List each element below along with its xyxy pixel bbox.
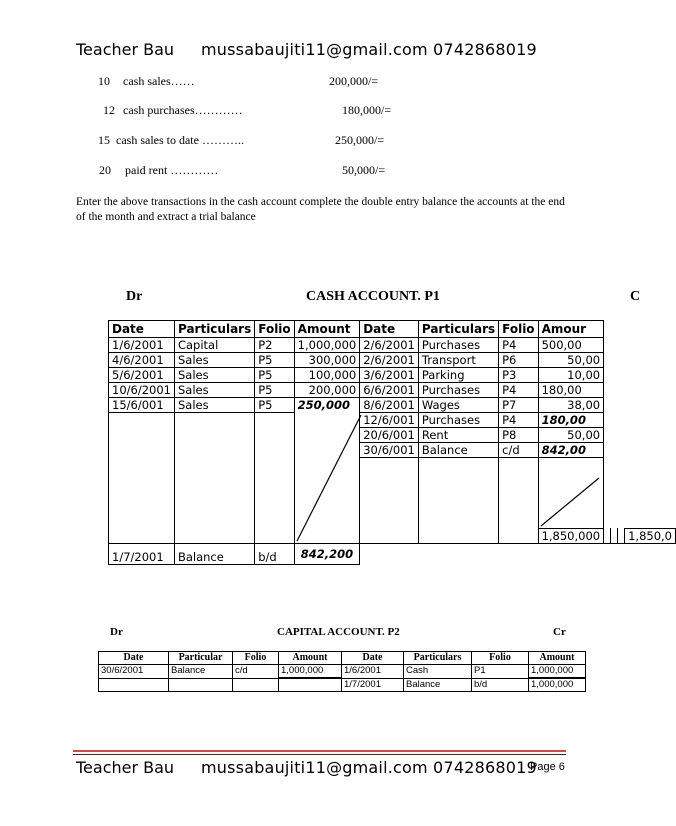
transaction-desc: cash purchases…………	[123, 103, 243, 117]
debit-date: 10/6/2001	[109, 383, 175, 398]
table-row	[109, 413, 676, 428]
credit-date: 30/6/001	[360, 443, 419, 458]
debit-amount: 1,000,000	[294, 338, 360, 353]
debit-particulars: Capital	[174, 338, 254, 353]
transaction-date: 15	[98, 133, 110, 147]
credit-amount: 50,00	[538, 353, 604, 368]
table-row	[109, 353, 676, 368]
credit-date: 1/7/2001	[342, 678, 404, 692]
closing-diagonal-line	[539, 458, 599, 528]
col-header: Folio	[233, 652, 279, 665]
credit-empty-cell	[418, 458, 498, 529]
credit-particulars: Purchases	[418, 383, 498, 398]
credit-particulars: Purchases	[418, 413, 498, 428]
debit-folio: P5	[255, 368, 294, 383]
credit-particulars: Wages	[418, 398, 498, 413]
table-row	[109, 398, 676, 413]
col-header: Particulars	[404, 652, 472, 665]
capital-account-table	[98, 651, 586, 692]
credit-empty-cell	[611, 528, 618, 543]
debit-empty-cell	[233, 678, 279, 692]
capital-account-title: CAPITAL ACCOUNT. P2	[277, 626, 400, 638]
table-row	[109, 338, 676, 353]
credit-particulars: Parking	[418, 368, 498, 383]
col-header: Particulars	[418, 321, 498, 338]
credit-empty-cell	[618, 528, 625, 543]
credit-date: 1/6/2001	[342, 665, 404, 679]
capital-cr-label: Cr	[553, 626, 566, 638]
credit-amount: 500,00	[538, 338, 604, 353]
debit-empty-cell	[169, 678, 233, 692]
transaction-date: 12	[103, 103, 115, 117]
credit-amount: 1,000,000	[529, 678, 586, 692]
credit-folio: P4	[499, 338, 538, 353]
debit-folio: P5	[255, 398, 294, 413]
credit-date: 2/6/2001	[360, 353, 419, 368]
credit-folio: b/d	[472, 678, 529, 692]
col-header: Date	[99, 652, 169, 665]
debit-date: 5/6/2001	[109, 368, 175, 383]
transaction-date: 20	[99, 163, 111, 177]
table-row	[109, 543, 676, 564]
transaction-amount: 200,000/=	[329, 74, 379, 88]
credit-folio: P1	[472, 665, 529, 679]
credit-folio: c/d	[499, 443, 538, 458]
debit-amount-handwritten: 250,000	[294, 398, 360, 413]
credit-diagonal-cell	[538, 458, 604, 529]
cash-account-table	[108, 320, 676, 565]
debit-date: 1/6/2001	[109, 338, 175, 353]
col-header: Amount	[279, 652, 342, 665]
transaction-desc: cash sales……	[123, 74, 195, 88]
table-row	[99, 678, 586, 692]
closing-diagonal-line	[295, 413, 363, 543]
debit-particulars: Sales	[174, 383, 254, 398]
credit-particulars: Rent	[418, 428, 498, 443]
debit-empty-cell	[99, 678, 169, 692]
credit-amount-handwritten: 842,00	[538, 443, 604, 458]
credit-particulars: Balance	[418, 443, 498, 458]
credit-folio: P7	[499, 398, 538, 413]
blank-area	[360, 543, 604, 564]
transaction-amount: 180,000/=	[342, 103, 392, 117]
cash-cr-label: C	[630, 289, 641, 304]
capital-dr-label: Dr	[110, 626, 123, 638]
bd-particulars: Balance	[174, 543, 254, 564]
col-header: Particular	[169, 652, 233, 665]
credit-amount: 180,00	[538, 383, 604, 398]
debit-empty-cell	[418, 528, 498, 543]
credit-folio: P4	[499, 383, 538, 398]
col-header: Date	[360, 321, 419, 338]
credit-amount: 10,00	[538, 368, 604, 383]
debit-particulars: Sales	[174, 353, 254, 368]
cash-dr-label: Dr	[126, 289, 143, 304]
debit-date: 30/6/2001	[99, 665, 169, 679]
col-header: Particulars	[174, 321, 254, 338]
header-contact: mussabaujiti11@gmail.com 0742868019	[201, 40, 537, 59]
col-header: Folio	[255, 321, 294, 338]
credit-particulars: Purchases	[418, 338, 498, 353]
debit-total: 1,850,000	[538, 528, 604, 543]
debit-amount: 200,000	[294, 383, 360, 398]
credit-date: 6/6/2001	[360, 383, 419, 398]
col-header: Folio	[472, 652, 529, 665]
debit-particulars: Sales	[174, 398, 254, 413]
transaction-date: 10	[98, 74, 110, 88]
credit-amount: 1,000,000	[529, 665, 586, 679]
credit-particulars: Transport	[418, 353, 498, 368]
table-row	[99, 665, 586, 679]
debit-empty-cell	[255, 413, 294, 544]
credit-empty-cell	[604, 528, 611, 543]
header-author: Teacher Bau	[76, 40, 175, 59]
debit-amount: 1,000,000	[279, 665, 342, 679]
footer-contact: mussabaujiti11@gmail.com 0742868019	[201, 758, 537, 777]
credit-total: 1,850,0	[625, 528, 676, 543]
credit-particulars: Cash	[404, 665, 472, 679]
col-header: Amount	[529, 652, 586, 665]
transaction-desc: cash sales to date ………..	[116, 133, 244, 147]
cash-account-title: CASH ACCOUNT. P1	[306, 289, 440, 304]
debit-empty-cell	[109, 413, 175, 544]
footer-author: Teacher Bau	[76, 758, 175, 777]
debit-folio: c/d	[233, 665, 279, 679]
col-header: Date	[342, 652, 404, 665]
page-number: Page 6	[530, 761, 565, 773]
credit-particulars: Balance	[404, 678, 472, 692]
table-header-row	[99, 652, 586, 665]
credit-folio: P6	[499, 353, 538, 368]
debit-amount: 100,000	[294, 368, 360, 383]
debit-empty-cell	[360, 528, 419, 543]
credit-amount-handwritten: 180,00	[538, 413, 604, 428]
col-header: Date	[109, 321, 175, 338]
transaction-amount: 50,000/=	[342, 163, 386, 177]
instructions-paragraph: Enter the above transactions in the cash account complete the double entry balance the accounts at the end of the month and extract a trial balance	[76, 196, 565, 223]
debit-particulars: Sales	[174, 368, 254, 383]
credit-date: 8/6/2001	[360, 398, 419, 413]
debit-empty-cell	[174, 413, 254, 544]
bd-date: 1/7/2001	[109, 543, 175, 564]
debit-date: 15/6/001	[109, 398, 175, 413]
debit-particulars: Balance	[169, 665, 233, 679]
transaction-amount: 250,000/=	[335, 133, 385, 147]
credit-folio: P3	[499, 368, 538, 383]
table-row	[109, 368, 676, 383]
credit-empty-cell	[360, 458, 419, 529]
credit-folio: P8	[499, 428, 538, 443]
debit-date: 4/6/2001	[109, 353, 175, 368]
debit-folio: P5	[255, 353, 294, 368]
col-header: Amour	[538, 321, 604, 338]
footer-rule	[73, 750, 566, 752]
credit-date: 20/6/001	[360, 428, 419, 443]
col-header: Amount	[294, 321, 360, 338]
credit-amount: 50,00	[538, 428, 604, 443]
table-row	[109, 383, 676, 398]
debit-folio: P2	[255, 338, 294, 353]
table-header-row	[109, 321, 676, 338]
credit-date: 2/6/2001	[360, 338, 419, 353]
debit-amount: 300,000	[294, 353, 360, 368]
debit-empty-cell	[499, 528, 538, 543]
footer-rule-thin	[73, 754, 566, 755]
bd-folio: b/d	[255, 543, 294, 564]
debit-diagonal-cell	[294, 413, 360, 544]
credit-folio: P4	[499, 413, 538, 428]
credit-date: 3/6/2001	[360, 368, 419, 383]
bd-amount-handwritten: 842,200	[294, 543, 360, 564]
transaction-desc: paid rent …………	[125, 163, 219, 177]
debit-empty-cell	[279, 678, 342, 692]
credit-empty-cell	[499, 458, 538, 529]
col-header: Folio	[499, 321, 538, 338]
debit-folio: P5	[255, 383, 294, 398]
credit-amount: 38,00	[538, 398, 604, 413]
credit-date: 12/6/001	[360, 413, 419, 428]
